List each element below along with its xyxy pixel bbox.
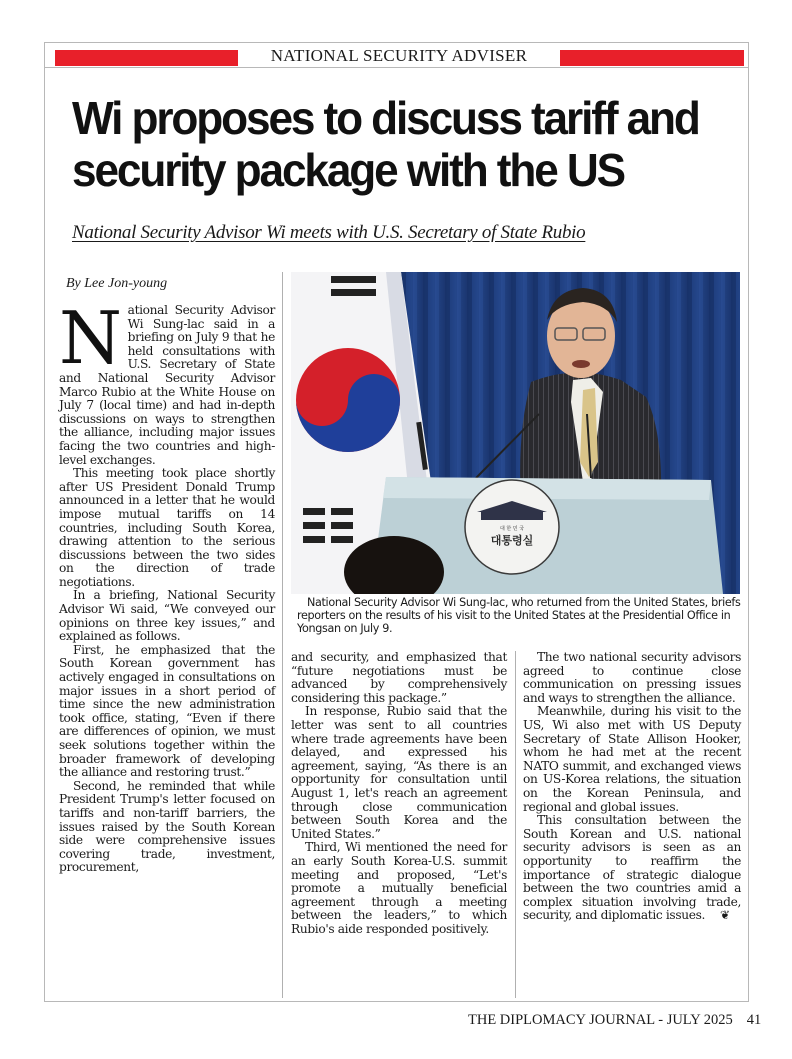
headline: [72, 92, 725, 196]
podium-emblem-text: 대통령실: [490, 534, 534, 547]
article-column-2: [291, 651, 507, 936]
headline-line-1: Wi proposes to discuss tariff and: [72, 92, 699, 144]
section-title: NATIONAL SECURITY ADVISER: [270, 46, 528, 65]
publication-name: THE DIPLOMACY JOURNAL - JULY 2025: [468, 1012, 733, 1028]
section-accent-bar-right: [560, 50, 744, 66]
paragraph: The two national security advisors agreed to continue close communication on pressing issues and ways to strengthen the alliance.: [523, 650, 741, 705]
paragraph: In a briefing, National Security Advisor Wi said, “We conveyed our opinions on three key issues,” and explained as follows.: [59, 588, 275, 644]
drop-cap: N: [59, 296, 122, 380]
article-column-1: [59, 296, 275, 875]
end-of-article-icon: ❦: [720, 908, 730, 923]
section-header: [44, 42, 749, 68]
paragraph: This meeting took place shortly after US President Donald Trump announced in a letter that he would impose mutual tariffs on 14 countries, including South Korea, drawing attention to the serious discussions between the two sides on the direction of trade negotiations.: [59, 466, 275, 589]
paragraph: and security, and emphasized that “future negotiations must be advanced by comprehensively considering this package.”: [291, 650, 507, 705]
subheadline: National Security Advisor Wi meets with U.S. Secretary of State Rubio: [72, 222, 586, 243]
paragraph: This consultation between the South Korean and U.S. national security advisors is seen as an opportunity to reaffirm the importance of strategic dialogue between the two countries amid a complex situation involving trade, security, and diplomatic issues. ❦: [523, 813, 741, 923]
paragraph: First, he emphasized that the South Korean government has actively engaged in consultations on major issues in a short period of time since the new administration took office, stating, “Even if there are differences of opinion, we must seek solutions together within the broader framework of developing the alliance and restoring trust.”: [59, 642, 275, 780]
article-column-3: [523, 651, 741, 923]
photo-caption: National Security Advisor Wi Sung-lac, who returned from the United States, briefs reporters on the results of his visit to the United States at the Presidential Office in Yongsan on July 9.: [297, 596, 741, 635]
paragraph: National Security Advisor Wi Sung-lac said in a briefing on July 9 that he held consultations with U.S. Secretary of State and National Security Advisor Marco Rubio at the White House on July 7 (local time) and had in-depth discussions on ways to strengthen the alliance, including major issues facing the two countries and high-level exchanges.: [59, 296, 275, 467]
column-rule-2: [515, 651, 516, 998]
paragraph: In response, Rubio said that the letter was sent to all countries where trade agreements have been delayed, and expressed his agreement, saying, “As there is an opportunity for consultation until August 1, let's reach an agreement through close communication between South Korea and the United States.”: [291, 704, 507, 841]
article-photo: [291, 272, 740, 594]
paragraph: Third, Wi mentioned the need for an early South Korea-U.S. summit meeting and proposed, “Let's promote a mutually beneficial agreement through a meeting between the leaders,” to which Rubio's aide responded positively.: [291, 840, 507, 936]
paragraph: Second, he reminded that while President Trump's letter focused on tariffs and non-tariff barriers, the issues raised by the South Korean side were comprehensive issues covering trade, investment, procurement,: [59, 778, 275, 875]
column-rule-1: [282, 272, 283, 998]
podium-emblem-small-text: 대 한 민 국: [499, 526, 525, 532]
byline: By Lee Jon-young: [66, 276, 168, 291]
section-accent-bar-left: [55, 50, 238, 66]
page-number: 41: [746, 1012, 762, 1028]
paragraph: Meanwhile, during his visit to the US, Wi also met with US Deputy Secretary of State Allison Hooker, whom he had met at the recent NATO summit, and exchanged views on US-Korea relations, the situation on the Korean Peninsula, and regional and global issues.: [523, 704, 741, 814]
page-footer: [468, 1012, 761, 1029]
headline-line-2: security package with the US: [72, 144, 624, 196]
photo-illustration: [291, 272, 740, 594]
